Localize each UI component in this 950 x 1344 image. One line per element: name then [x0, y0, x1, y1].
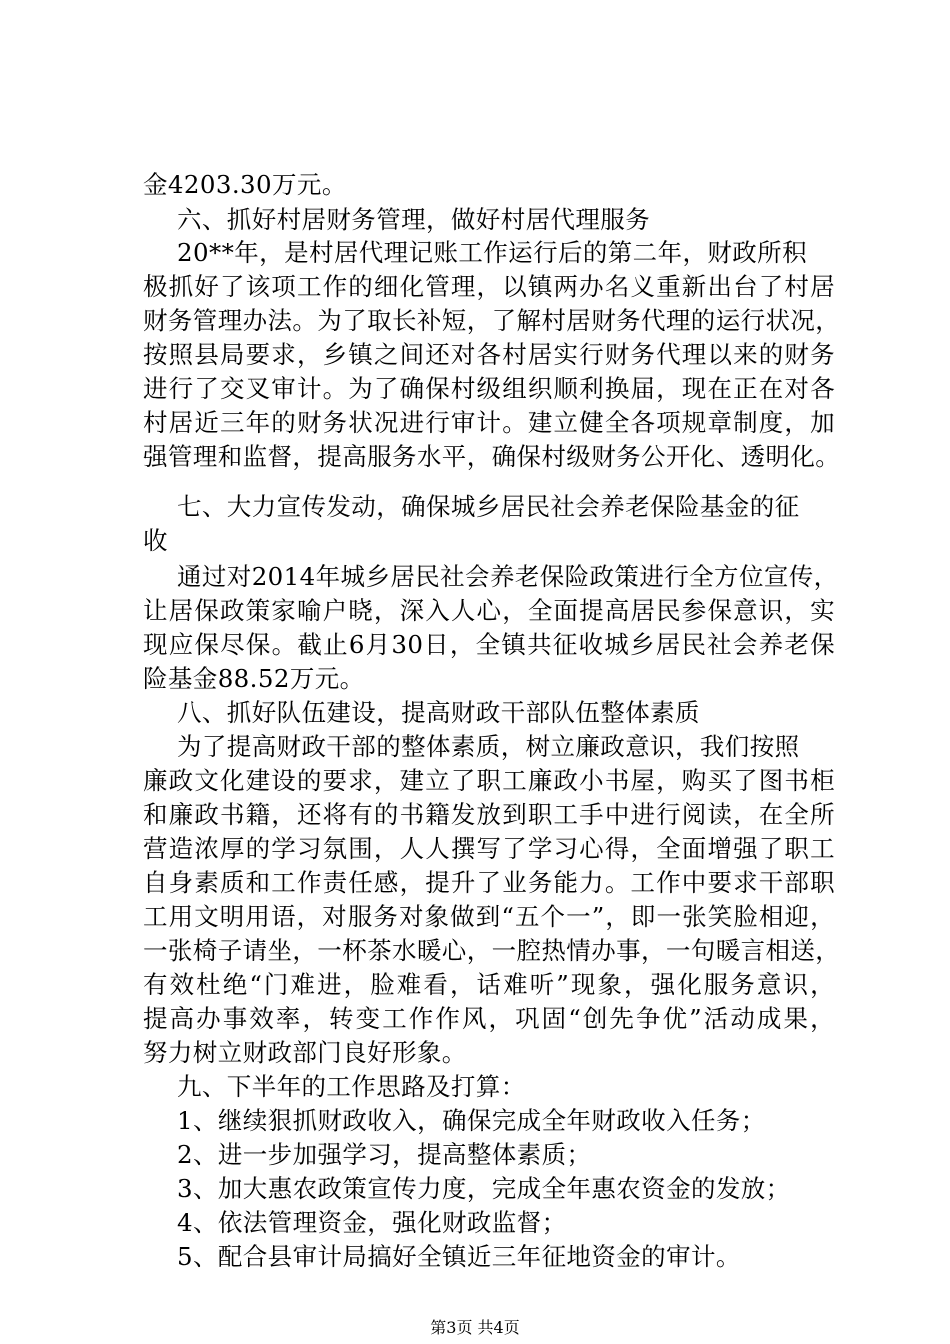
text-line-4: 极抓好了该项工作的细化管理，以镇两办名义重新出台了村居	[143, 272, 835, 301]
plan-item-2: 2、进一步加强学习，提高整体素质；	[177, 1140, 592, 1169]
plan-item-1: 1、继续狠抓财政收入，确保完成全年财政收入任务；	[177, 1106, 766, 1135]
text-line-14: 现应保尽保。截止6月30日，全镇共征收城乡居民社会养老保	[143, 630, 835, 659]
text-line-17: 为了提高财政干部的整体素质，树立廉政意识，我们按照	[177, 732, 800, 761]
page-footer: 第3页 共4页	[430, 1318, 520, 1337]
text-line-6: 按照县局要求，乡镇之间还对各村居实行财务代理以来的财务	[143, 340, 835, 369]
section-heading-6: 六、抓好村居财务管理，做好村居代理服务	[177, 205, 651, 234]
text-line-25: 提高办事效率，转变工作作风，巩固“创先争优”活动成果，	[143, 1004, 835, 1033]
text-line-20: 营造浓厚的学习氛围，人人撰写了学习心得，全面增强了职工	[143, 834, 835, 863]
text-line-26: 努力树立财政部门良好形象。	[143, 1038, 467, 1067]
text-line-8: 村居近三年的财务状况进行审计。建立健全各项规章制度，加	[143, 408, 835, 437]
text-line-19: 和廉政书籍，还将有的书籍发放到职工手中进行阅读，在全所	[143, 800, 835, 829]
text-line-11: 收	[143, 526, 168, 555]
plan-item-4: 4、依法管理资金，强化财政监督；	[177, 1208, 567, 1237]
text-line-24: 有效杜绝“门难进，脸难看，话难听”现象，强化服务意识，	[143, 970, 835, 999]
plan-item-5: 5、配合县审计局搞好全镇近三年征地资金的审计。	[177, 1242, 741, 1271]
section-heading-7: 七、大力宣传发动，确保城乡居民社会养老保险基金的征	[177, 492, 800, 521]
section-heading-9: 九、下半年的工作思路及打算：	[177, 1072, 526, 1101]
text-line-18: 廉政文化建设的要求，建立了职工廉政小书屋，购买了图书柜	[143, 766, 835, 795]
text-line-5: 财务管理办法。为了取长补短，了解村居财务代理的运行状况，	[143, 306, 841, 335]
text-line-13: 让居保政策家喻户晓，深入人心，全面提高居民参保意识，实	[143, 596, 835, 625]
text-line-3: 20**年，是村居代理记账工作运行后的第二年，财政所积	[177, 238, 807, 267]
text-line-22: 工用文明用语，对服务对象做到“五个一”，即一张笑脸相迎，	[143, 902, 835, 931]
section-heading-8: 八、抓好队伍建设，提高财政干部队伍整体素质	[177, 698, 700, 727]
text-line-1: 金4203.30万元。	[143, 170, 347, 199]
text-line-7: 进行了交叉审计。为了确保村级组织顺利换届，现在正在对各	[143, 374, 835, 403]
text-line-23: 一张椅子请坐，一杯茶水暖心，一腔热情办事，一句暖言相送，	[143, 936, 841, 965]
text-line-12: 通过对2014年城乡居民社会养老保险政策进行全方位宣传，	[177, 562, 839, 591]
text-line-9: 强管理和监督，提高服务水平，确保村级财务公开化、透明化。	[143, 442, 841, 471]
text-line-21: 自身素质和工作责任感，提升了业务能力。工作中要求干部职	[143, 868, 835, 897]
plan-item-3: 3、加大惠农政策宣传力度，完成全年惠农资金的发放；	[177, 1174, 791, 1203]
text-line-15: 险基金88.52万元。	[143, 664, 365, 693]
